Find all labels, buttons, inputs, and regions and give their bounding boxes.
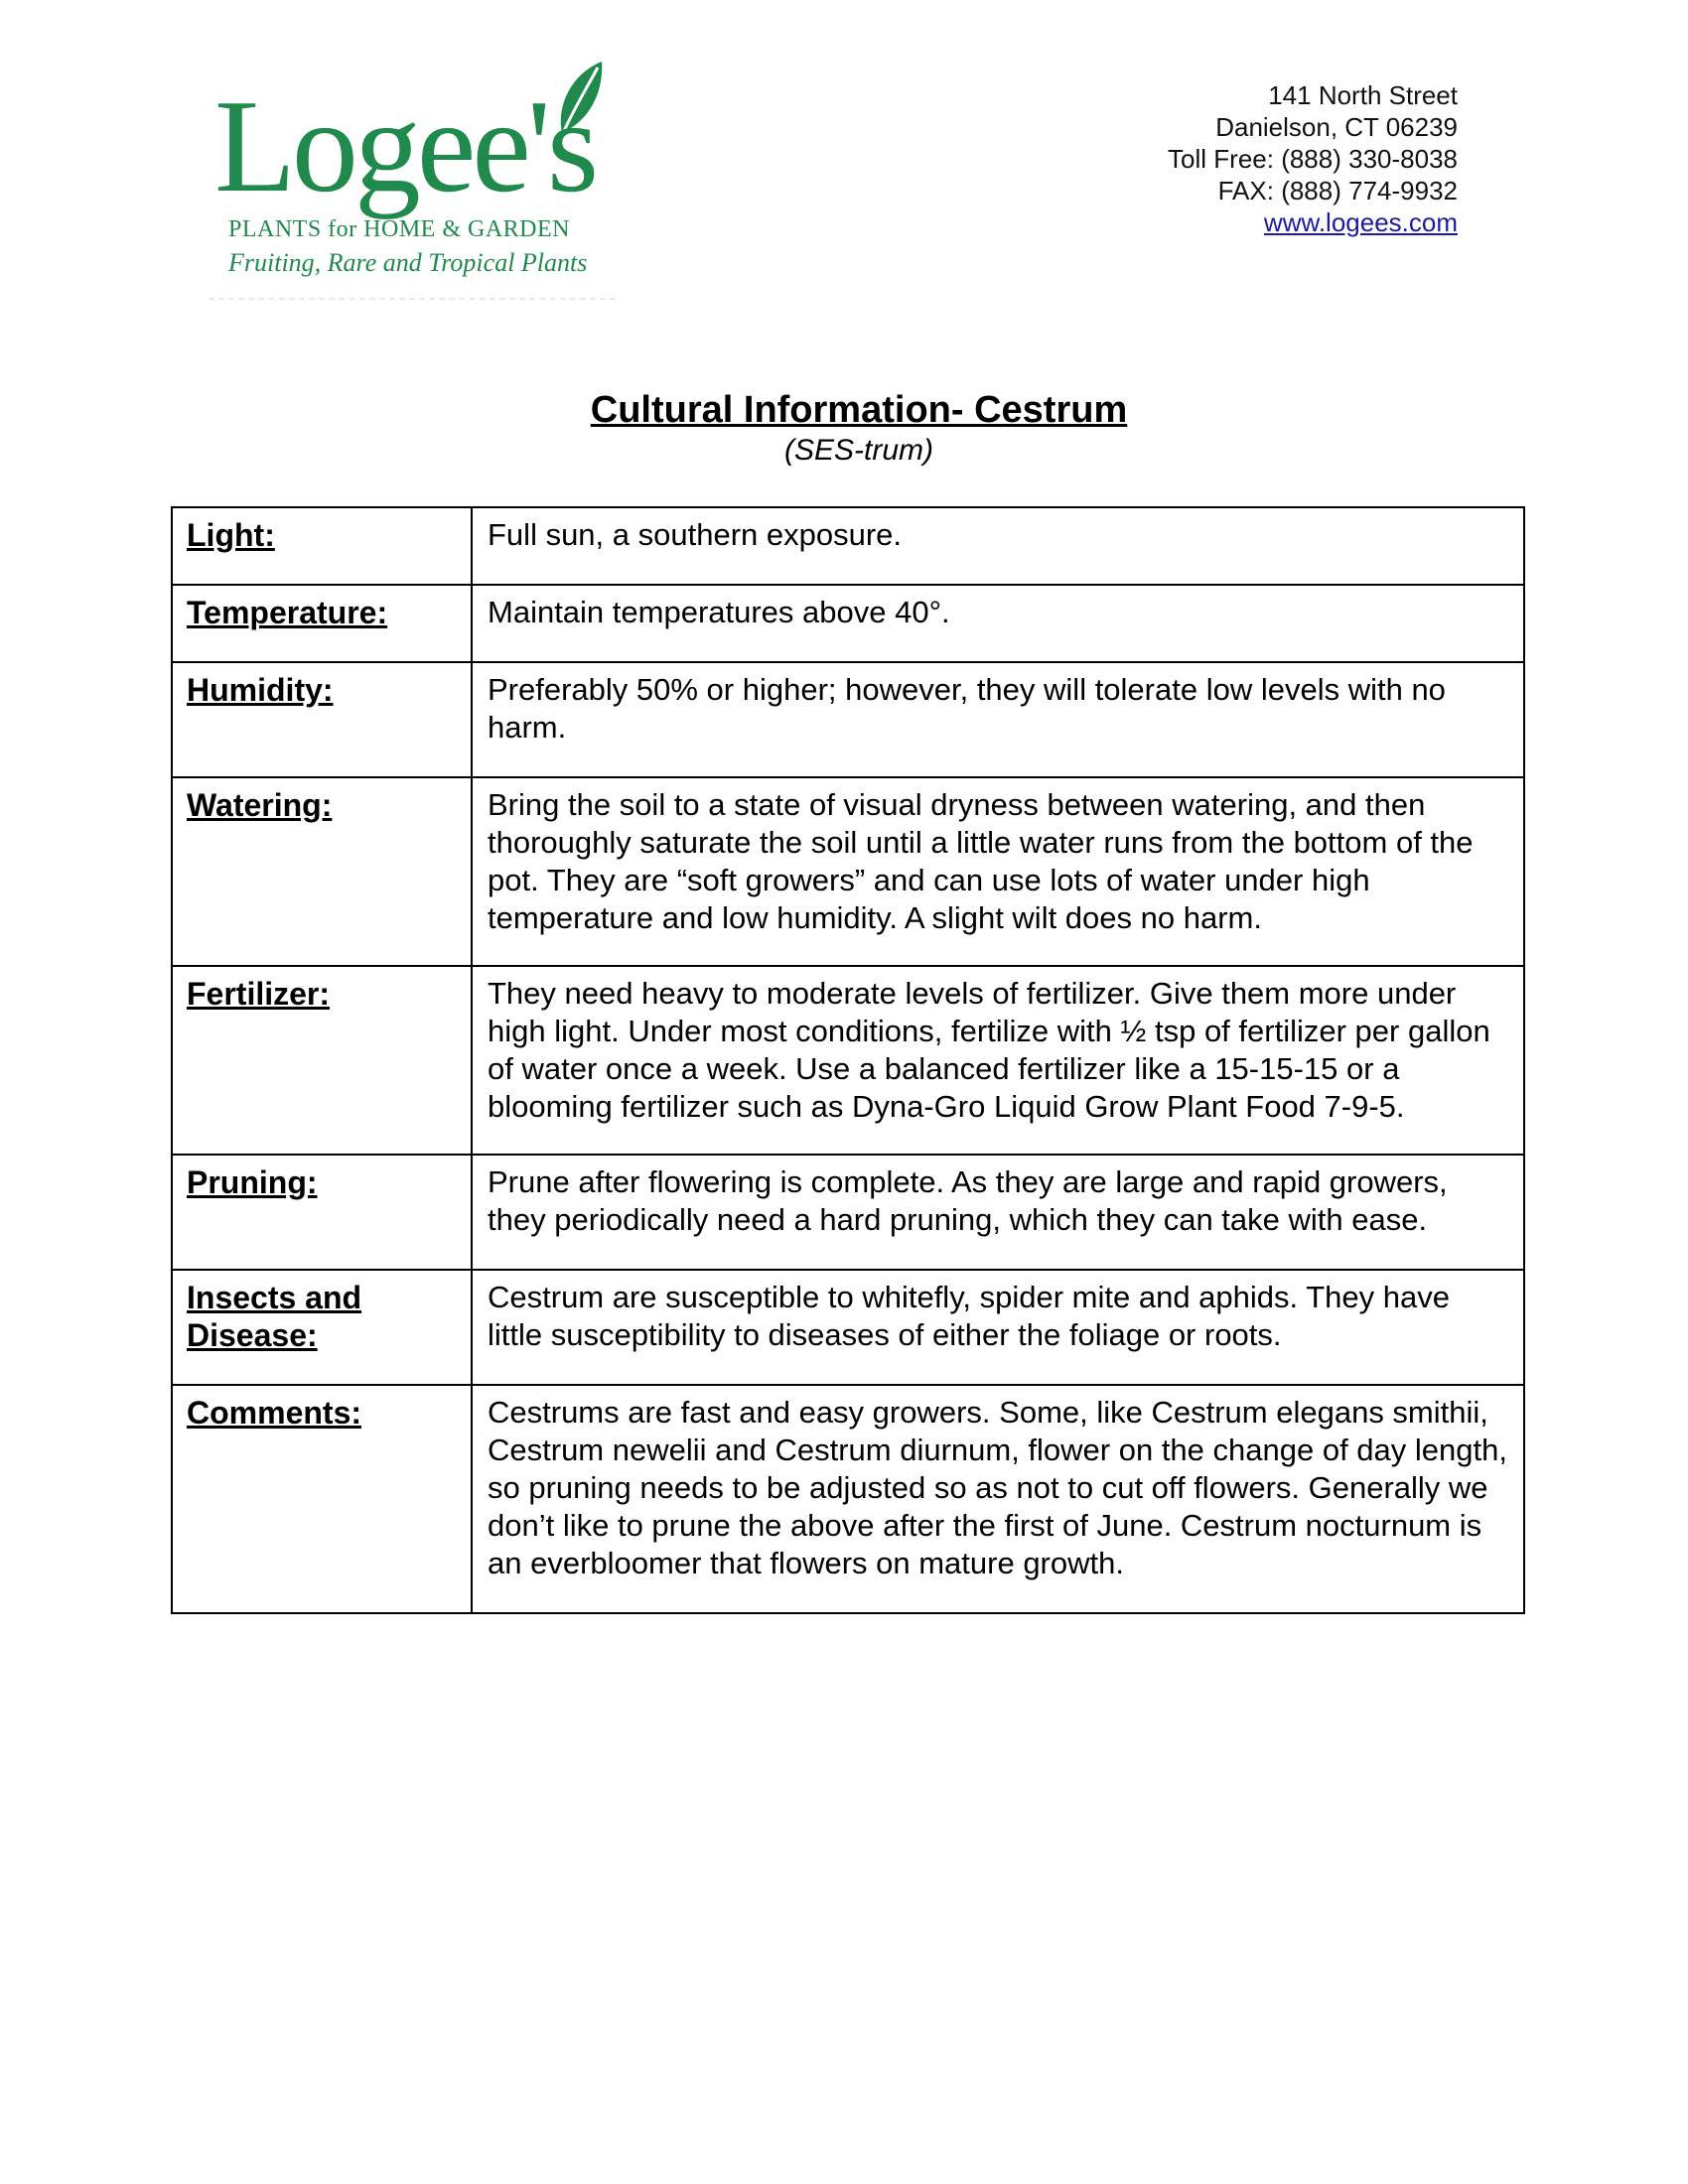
- row-text: Prune after flowering is complete. As they are large and rapid growers, they periodically need a hard pruning, which they can take with ease.: [472, 1155, 1524, 1270]
- table-row: [172, 966, 1524, 1155]
- page-title: Cultural Information- Cestrum: [590, 389, 1128, 431]
- table-row: [172, 1155, 1524, 1270]
- address-street: 141 North Street: [1268, 80, 1458, 110]
- website-link[interactable]: www.logees.com: [1263, 207, 1458, 237]
- row-label: Light:: [172, 507, 472, 585]
- table-row: [172, 507, 1524, 585]
- row-label: Watering:: [172, 777, 472, 966]
- logo-tagline: PLANTS for HOME & GARDEN: [228, 216, 570, 242]
- address-city: Danielson, CT 06239: [1215, 112, 1458, 142]
- row-label: Comments:: [172, 1385, 472, 1613]
- row-label: Insects and Disease:: [172, 1270, 472, 1385]
- cultural-info-table: [171, 506, 1525, 1614]
- row-label: Humidity:: [172, 662, 472, 777]
- address-toll-free: Toll Free: (888) 330-8038: [1168, 144, 1458, 174]
- logo-wordmark: Logee's: [214, 72, 596, 219]
- row-label: Pruning:: [172, 1155, 472, 1270]
- row-text: Cestrum are susceptible to whitefly, spider mite and aphids. They have little susceptibility to diseases of either the foliage or roots.: [472, 1270, 1524, 1385]
- logo: [209, 60, 626, 308]
- table-row: [172, 777, 1524, 966]
- row-text: Bring the soil to a state of visual dryness between watering, and then thoroughly saturate the soil until a little water runs from the bottom of the pot. They are “soft growers” and can use lots of water under high temperature and low humidity. A slight wilt does no harm.: [472, 777, 1524, 966]
- table-row: [172, 1270, 1524, 1385]
- row-text: They need heavy to moderate levels of fertilizer. Give them more under high light. Under most conditions, fertilize with ½ tsp of fertilizer per gallon of water once a week. Use a balanced fertilizer like a 15-15-15 or a blooming fertilizer such as Dyna-Gro Liquid Grow Plant Food 7-9-5.: [472, 966, 1524, 1155]
- table-row: [172, 1385, 1524, 1613]
- row-text: Cestrums are fast and easy growers. Some, like Cestrum elegans smithii, Cestrum newelii and Cestrum diurnum, flower on the change of day length, so pruning needs to be adjusted so as not to cut off flowers. Generally we don’t like to prune the above after the first of June. Cestrum nocturnum is an everbloomer that flowers on mature growth.: [472, 1385, 1524, 1613]
- row-text: Maintain temperatures above 40°.: [472, 585, 1524, 662]
- table-row: [172, 585, 1524, 662]
- table-row: [172, 662, 1524, 777]
- row-label: Fertilizer:: [172, 966, 472, 1155]
- logo-subtagline: Fruiting, Rare and Tropical Plants: [228, 248, 588, 277]
- address-fax: FAX: (888) 774-9932: [1217, 176, 1458, 205]
- row-text: Full sun, a southern exposure.: [472, 507, 1524, 585]
- row-label: Temperature:: [172, 585, 472, 662]
- address-block: [1168, 79, 1458, 238]
- logo-divider: [209, 298, 616, 300]
- pronunciation: (SES-trum): [784, 434, 933, 467]
- row-text: Preferably 50% or higher; however, they will tolerate low levels with no harm.: [472, 662, 1524, 777]
